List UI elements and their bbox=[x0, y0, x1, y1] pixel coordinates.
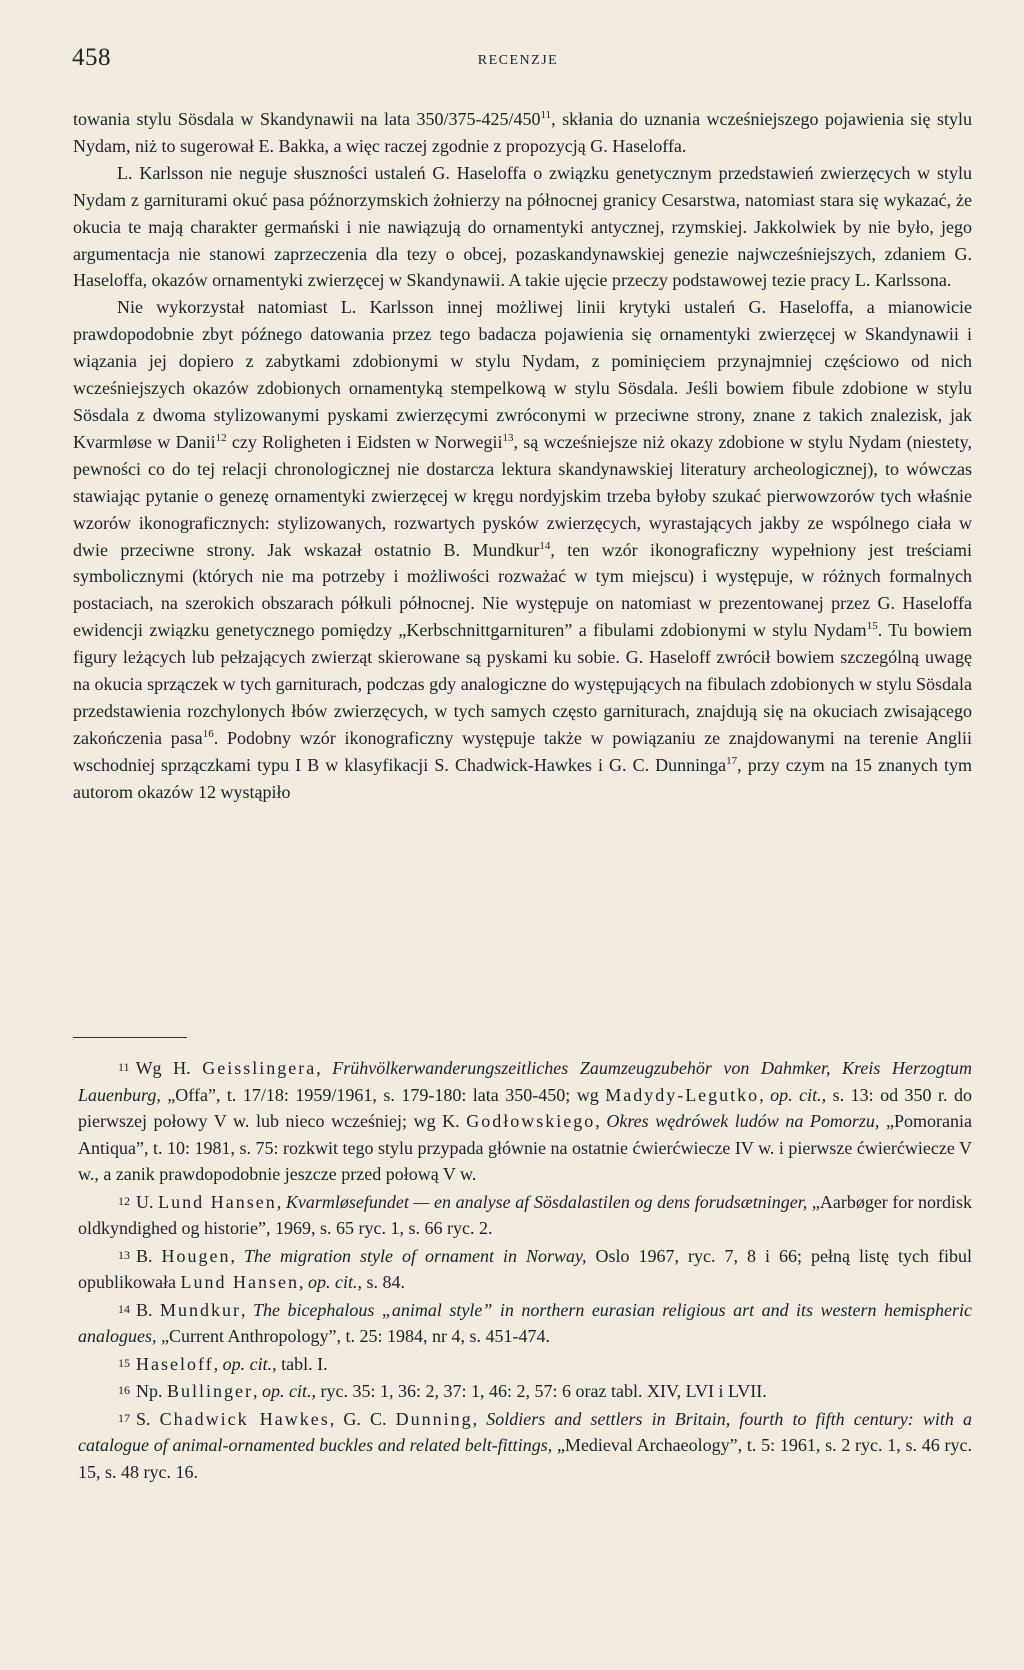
footnote-number: 15 bbox=[118, 1355, 130, 1370]
footnote-number: 12 bbox=[118, 1193, 130, 1208]
footnote-11 bbox=[78, 1054, 972, 1188]
main-text bbox=[73, 106, 972, 806]
text-run: , s. 13: od 350 r. do pierwszej połowy V w. lub nieco wcześniej; wg K. bbox=[78, 1084, 972, 1131]
text-run: , bbox=[230, 1245, 245, 1266]
author-name: Chadwick Hawkes bbox=[159, 1408, 330, 1429]
italic-title: The bicephalous „animal style” in northern eurasian religious art and its western hemispheric analogues, bbox=[78, 1299, 972, 1346]
footnote-number: 16 bbox=[118, 1383, 130, 1397]
footnote-number: 13 bbox=[118, 1247, 130, 1262]
text-run: , ten wzór ikonograficzny wypełniony jest treściami symbolicznymi (których nie ma potrzeby i możliwości rozważać w tym miejscu) i występuje, w różnych formalnych postaciach, na szerokich obszarach półkuli północnej. Nie występuje on natomiast w prezentowanej przez G. Haseloffa ewidencji związku genetycznego pomiędzy „Kerbschnittgarnituren” a fibulami zdobionymi w stylu Nydam bbox=[73, 539, 972, 641]
text-run: Nie wykorzystał natomiast L. Karlsson innej możliwej linii krytyki ustaleń G. Haseloffa, a mianowicie prawdopodobnie zbyt późnego datowania przez tego badacza pojawienia się ornamentyki zwierzęcej w Skandynawii i wiązania jej dopiero z zabytkami zdobionymi w stylu Nydam, z pominięciem przynajmniej częściowo od nich wcześniejszych okazów zdobionych ornamentyką stempelkową w stylu Sösdala. Jeśli bowiem fibule zdobione w stylu Sösdala z dwoma stylizowanymi pyskami zwierzęcymi zwróconymi w przeciwne strony, znane z takich znalezisk, jak Kvarmløse w Danii bbox=[73, 297, 972, 452]
author-name: Godłowskiego bbox=[466, 1111, 596, 1131]
paragraph-3 bbox=[73, 294, 972, 805]
footnote-separator bbox=[73, 1037, 187, 1038]
text-run: „Aarbøger for nordisk oldkyndighed og historie”, 1969, s. 65 ryc. 1, s. 66 ryc. 2. bbox=[78, 1191, 973, 1238]
text-run: B. bbox=[136, 1245, 162, 1266]
text-run: B. bbox=[136, 1299, 160, 1320]
text-run: , G. C. bbox=[329, 1408, 396, 1429]
text-run: „Pomorania Antiqua”, t. 10: 1981, s. 75: rozkwit tego stylu przypada głównie na ostatnie ćwierćwiecze IV w. i pierwsze ćwierćwiecze V w., a zanik prawdopodobnie jeszcze przed połową V w. bbox=[78, 1111, 972, 1184]
author-name: Madydy-Legutko bbox=[605, 1084, 760, 1105]
italic-title: The migration style of ornament in Norway, bbox=[244, 1245, 587, 1266]
footnote-number: 14 bbox=[118, 1301, 130, 1316]
footnote-number: 11 bbox=[118, 1060, 130, 1074]
italic-title: Soldiers and settlers in Britain, fourth to fifth century: with a catalogue of animal-ornamented buckles and related belt-fittings, bbox=[78, 1408, 972, 1455]
text-run: . Tu bowiem figury leżących lub pełzających zwierząt skierowane są pyskami ku sobie. G. Haseloff zwrócił bowiem szczególną uwagę na okucia sprzączek w tych garniturach, podczas gdy analogiczne do występujących na fibulach zdobionych w stylu Sösdala przedstawienia rozchylonych łbów zwierzęcych, w tych samych często garniturach, znajdują się na okuciach zwisającego zakończenia pasa bbox=[73, 620, 972, 748]
text-run: towania stylu Sösdala w Skandynawii na lata 350/375-425/450 bbox=[73, 109, 541, 129]
paragraph-2 bbox=[73, 160, 972, 295]
text-run: , bbox=[240, 1299, 253, 1320]
text-run: L. Karlsson nie neguje słuszności ustaleń G. Haseloffa o związku genetycznym przedstawień zwierzęcych w stylu Nydam z garniturami okuć pasa późnorzymskich żołnierzy na północnej granicy Cesarstwa, natomiast stara się wykazać, że okucia te mają charakter germański i nie nawiązują do ornamentyki antycznej, rzymskiej. Jakkolwiek by nie było, jego argumentacja nie stanowi zaprzeczenia dla tezy o obcej, pozaskandynawskiej genezie najwcześniejszych, zdaniem G. Haseloffa, okazów ornamentyki zwierzęcej w Skandynawii. A takie ujęcie przeczy podstawowej tezie pracy L. Karlssona. bbox=[73, 162, 972, 291]
text-run: Np. bbox=[136, 1381, 167, 1401]
text-run: Wg H. bbox=[135, 1058, 203, 1078]
text-run: Oslo 1967, ryc. 7, 8 i 66; pełną listę tych fibul opublikowała bbox=[78, 1245, 973, 1292]
italic-title: op. cit. bbox=[222, 1353, 273, 1374]
footnotes bbox=[78, 1054, 972, 1485]
text-run: , bbox=[276, 1191, 286, 1212]
footnote-ref: 17 bbox=[726, 754, 738, 767]
running-title: RECENZJE bbox=[477, 53, 559, 68]
author-name: Dunning bbox=[395, 1408, 473, 1429]
text-run: . Podobny wzór ikonograficzny występuje także w powiązaniu ze znajdowanymi na terenie Anglii wschodniej sprzączkami typu I B w klasyfikacji S. Chadwick-Hawkes i G. C. Dunninga bbox=[73, 727, 972, 775]
text-run: , bbox=[316, 1058, 333, 1078]
author-name: Mundkur bbox=[159, 1299, 241, 1320]
footnote-ref: 16 bbox=[202, 727, 214, 740]
author-name: Haseloff bbox=[136, 1353, 214, 1374]
footnote-ref: 11 bbox=[540, 109, 552, 121]
text-run: , bbox=[759, 1084, 771, 1105]
text-run: , są wcześniejsze niż okazy zdobione w stylu Nydam (niestety, pewności co do tej relacji chronologicznej nie dostarcza lektura skandynawskiej literatury archeologicznej), to wówczas stawiając pytanie o genezę ornamentyki zwierzęcej w kręgu nordyjskim trzeba byłoby szukać pierwowzorów tych właśnie wzorów ikonograficznych: stylizowanych, rozwartych pysków zwierzęcych, wyrastających jakby ze wspólnego ciała w dwie przeciwne strony. Jak wskazał ostatnio B. Mundkur bbox=[73, 431, 972, 560]
footnote-number: 17 bbox=[118, 1410, 130, 1425]
footnote-ref: 13 bbox=[502, 431, 514, 444]
text-run: , bbox=[213, 1353, 223, 1374]
footnote-15 bbox=[78, 1350, 972, 1378]
author-name: Lund Hansen bbox=[158, 1191, 277, 1212]
italic-title: Frühvölkerwanderungszeitliches Zaumzeugzubehör von Dahmker, Kreis Herzogtum Lauenburg, bbox=[78, 1058, 972, 1105]
text-run: , bbox=[298, 1272, 308, 1292]
italic-title: Okres wędrówek ludów na Pomorzu, bbox=[606, 1111, 880, 1131]
text-run: , bbox=[595, 1111, 607, 1131]
footnote-16 bbox=[78, 1377, 972, 1405]
text-run: , tabl. I. bbox=[272, 1353, 328, 1374]
text-run: „Current Anthropology”, t. 25: 1984, nr 4, s. 451-474. bbox=[156, 1326, 550, 1346]
text-run: , przy czym na 15 znanych tym autorom okazów 12 wystąpiło bbox=[73, 754, 972, 802]
text-run: U. bbox=[136, 1191, 159, 1212]
text-run: , skłania do uznania wcześniejszego pojawienia się stylu Nydam, niż to sugerował E. Bakka, a więc raczej zgodnie z propozycją G. Haseloffa. bbox=[73, 109, 972, 156]
italic-title: op. cit. bbox=[770, 1084, 822, 1105]
text-run: „Medieval Archaeology”, t. 5: 1961, s. 2 ryc. 1, s. 46 ryc. 15, s. 48 ryc. 16. bbox=[78, 1435, 972, 1482]
footnote-ref: 12 bbox=[215, 431, 227, 444]
paragraph-1 bbox=[73, 106, 972, 160]
italic-title: Kvarmløsefundet — en analyse af Sösdalastilen og dens forudsætninger, bbox=[285, 1191, 808, 1212]
text-run: S. bbox=[136, 1408, 160, 1429]
text-run: , bbox=[253, 1381, 262, 1401]
running-header bbox=[72, 44, 964, 78]
author-name: Geisslingera bbox=[202, 1058, 317, 1078]
footnote-12 bbox=[78, 1188, 972, 1242]
author-name: Lund Hansen bbox=[180, 1272, 299, 1292]
footnote-14 bbox=[78, 1296, 972, 1350]
text-run: , ryc. 35: 1, 36: 2, 37: 1, 46: 2, 57: 6 oraz tabl. XIV, LVI i LVII. bbox=[311, 1381, 767, 1401]
text-run: czy Roligheten i Eidsten w Norwegii bbox=[226, 431, 503, 452]
author-name: Bullinger bbox=[167, 1381, 253, 1401]
author-name: Hougen bbox=[161, 1245, 231, 1266]
italic-title: op. cit. bbox=[307, 1272, 358, 1292]
footnote-ref: 14 bbox=[539, 539, 551, 552]
page-number: 458 bbox=[72, 44, 111, 71]
footnote-17 bbox=[78, 1405, 972, 1486]
text-run: , bbox=[472, 1408, 487, 1429]
footnote-ref: 15 bbox=[866, 620, 878, 633]
text-run: „Offa”, t. 17/18: 1959/1961, s. 179-180: lata 350-450; wg bbox=[160, 1084, 606, 1105]
footnote-13 bbox=[78, 1242, 972, 1296]
italic-title: op. cit. bbox=[262, 1381, 312, 1401]
text-run: , s. 84. bbox=[357, 1272, 405, 1292]
